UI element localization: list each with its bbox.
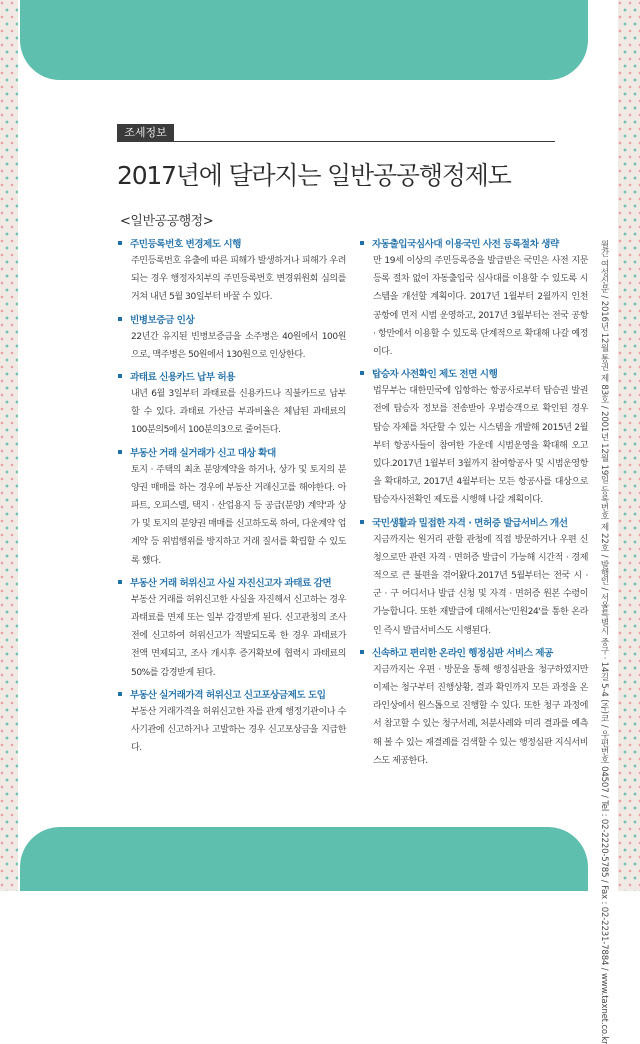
decorative-top-banner [20,0,588,80]
publication-info-text: 월간 여성신문 / 2016년 12월 통권 제 83호 / 2001년 12월 19일 등록번호 제 22호 / 발행인 / 서울특별시 중구 · 14길 5-4 (주)코 / 우편번호 04507 / Tel : 02-2220-5785 / Fax : 02-2231-7884 / www.taxnet.co.kr [599,240,609,1044]
section-title [356,516,588,531]
article-section [356,367,588,509]
section-body: 부동산 거래를 허위신고한 사실을 자진해서 신고하는 경우 과태료를 면제 또는 일부 감경받게 된다. 신고관청의 조사 전에 신고하여 허위신고가 적발되도록 한 경우 과태료가 전액 면제되고, 조사 개시후 증거확보에 협력시 과태료의 50%를 감경받게 된다. [131,594,346,678]
decorative-side-strip-left [0,0,18,891]
section-title [356,237,588,252]
decorative-bottom-banner [20,827,588,891]
section-title [356,367,588,382]
section-title-text: 탑승자 사전확인 제도 전면 시행 [372,369,498,381]
article-section [114,688,346,758]
article-section [114,237,346,307]
section-title [114,237,346,252]
square-bullet-icon [360,241,364,245]
section-body: 토지 · 주택의 최초 분양계약을 하거나, 상가 및 토지의 분양권 매매를 하는 경우에 부동산 거래신고를 해야한다. 아파트, 오피스텔, 택지 · 산업용지 등 공급(분양) 계약'과 상가 및 토지의 분양권 매매를 신고하도록 하여, 다운계약 업계약 등 위법행위를 방지하고 거래 질서를 확립할 수 있도록 했다. [131,464,346,566]
section-title-text: 부동산 거래 실거래가 신고 대상 확대 [130,447,276,459]
square-bullet-icon [360,520,364,524]
square-bullet-icon [118,450,122,454]
section-body: 지금까지는 원거리 관할 관청에 직접 방문하거나 우편 신청으로만 관련 자격 · 면허증 발급이 가능해 시간적 · 경제적으로 큰 불편을 겪어왔다.2017년 5월부터는 전국 시 · 군 · 구 어디서나 발급 신청 및 자격 · 면허증 원본 수령이 가능합니다. 또한 재발급에 대해서는'민원24'를 통한 온라인 즉시 발급서비스도 시행된다. [373,534,588,636]
decorative-side-strip-right [618,0,640,891]
title-rule [117,141,555,142]
square-bullet-icon [118,374,122,378]
square-bullet-icon [118,241,122,245]
publication-info [596,240,616,1044]
section-title-text: 신속하고 편리한 온라인 행정심판 서비스 제공 [372,647,553,659]
article-section [114,370,346,440]
article-section [114,313,346,364]
section-title-text: 빈병보증금 인상 [130,314,195,326]
right-column [356,237,588,776]
section-title [114,370,346,385]
section-title-text: 부동산 거래 허위신고 사실 자진신고자 과태료 감면 [130,577,332,589]
section-title-text: 부동산 실거래가격 허위신고 신고포상금제도 도입 [130,689,326,701]
article-section [114,576,346,682]
section-badge: 조세정보 [117,124,174,141]
section-body: 22년간 유지된 빈병보증금을 소주병은 40원에서 100원으로, 맥주병은 50원에서 130원으로 인상한다. [131,331,346,360]
square-bullet-icon [360,650,364,654]
section-title-text: 자동출입국심사대 이용국민 사전 등록절차 생략 [372,239,559,250]
section-title [356,646,588,661]
section-title-text: 주민등록번호 변경제도 시행 [130,239,241,250]
left-column [114,237,346,763]
square-bullet-icon [118,692,122,696]
article-section [356,516,588,640]
section-title [114,688,346,703]
section-body: 내년 6월 3일부터 과태료를 신용카드나 직불카드로 납부할 수 있다. 과태료 가산금 부과비율은 체납된 과태료의 100분의5에서 100분의3으로 줄어든다. [131,389,346,436]
section-title [114,576,346,591]
section-title [114,313,346,328]
section-title [114,446,346,461]
article-section [356,646,588,770]
section-body: 주민등록번호 유출에 따른 피해가 발생하거나 피해가 우려되는 경우 행정자치부의 주민등록번호 변경위원회 심의를 거쳐 내년 5월 30일부터 바꿀 수 있다. [131,256,346,303]
square-bullet-icon [118,580,122,584]
section-title-text: 국민생활과 밀접한 자격 · 면허증 발급서비스 개선 [372,517,568,529]
page-title: 2017년에 달라지는 일반공공행정제도 [117,161,511,190]
section-body: 법무부는 대한민국에 입항하는 항공사로부터 탑승권 발권 전에 탑승자 정보를 전송받아 우범승객으로 확인된 경우 탑승 자체를 차단할 수 있는 시스템을 개발해 2015년 2월부터 항공사들이 참여한 가운데 시범운영을 확대해 오고 있다.2017년 1월부터 3월까지 참여항공사 및 시범운영항을 확대하고, 2017년 4월부터는 모든 항공사를 대상으로 탑승자사전확인 제도를 시행해 나갈 계획이다. [373,386,588,506]
section-title-text: 과태료 신용카드 납부 허용 [130,372,235,384]
article-section [114,446,346,570]
section-body: 부동산 거래가격을 허위신고한 자를 관계 행정기관이나 수사기관에 신고하거나 고발하는 경우 신고포상금을 지급한다. [131,706,346,754]
square-bullet-icon [118,317,122,321]
article-section [356,237,588,361]
category-subheading: <일반공공행정> [120,214,214,229]
section-body: 지금까지는 우편 · 방문을 통해 행정심판을 청구하였지만 이제는 청구부터 진행상황, 결과 확인까지 모든 과정을 온라인상에서 원스톱으로 진행할 수 있다. 또한 청구 과정에서 참고할 수 있는 청구서례, 처분사례와 미리 결과를 예측해 볼 수 있는 재결례를 검색할 수 있는 행정심판 지식서비스도 제공한다. [373,664,588,766]
section-body: 만 19세 이상의 주민등록증을 발급받은 국민은 사전 지문 등록 절차 없이 자동출입국 심사대를 이용할 수 있도록 시스템을 개선할 계획이다. 2017년 1월부터 2월까지 인천공항에 먼저 시범 운영하고, 2017년 3월부터는 전국 공항 · 항만에서 이용할 수 있도록 단계적으로 확대해 나갈 예정이다. [373,256,588,358]
square-bullet-icon [360,371,364,375]
